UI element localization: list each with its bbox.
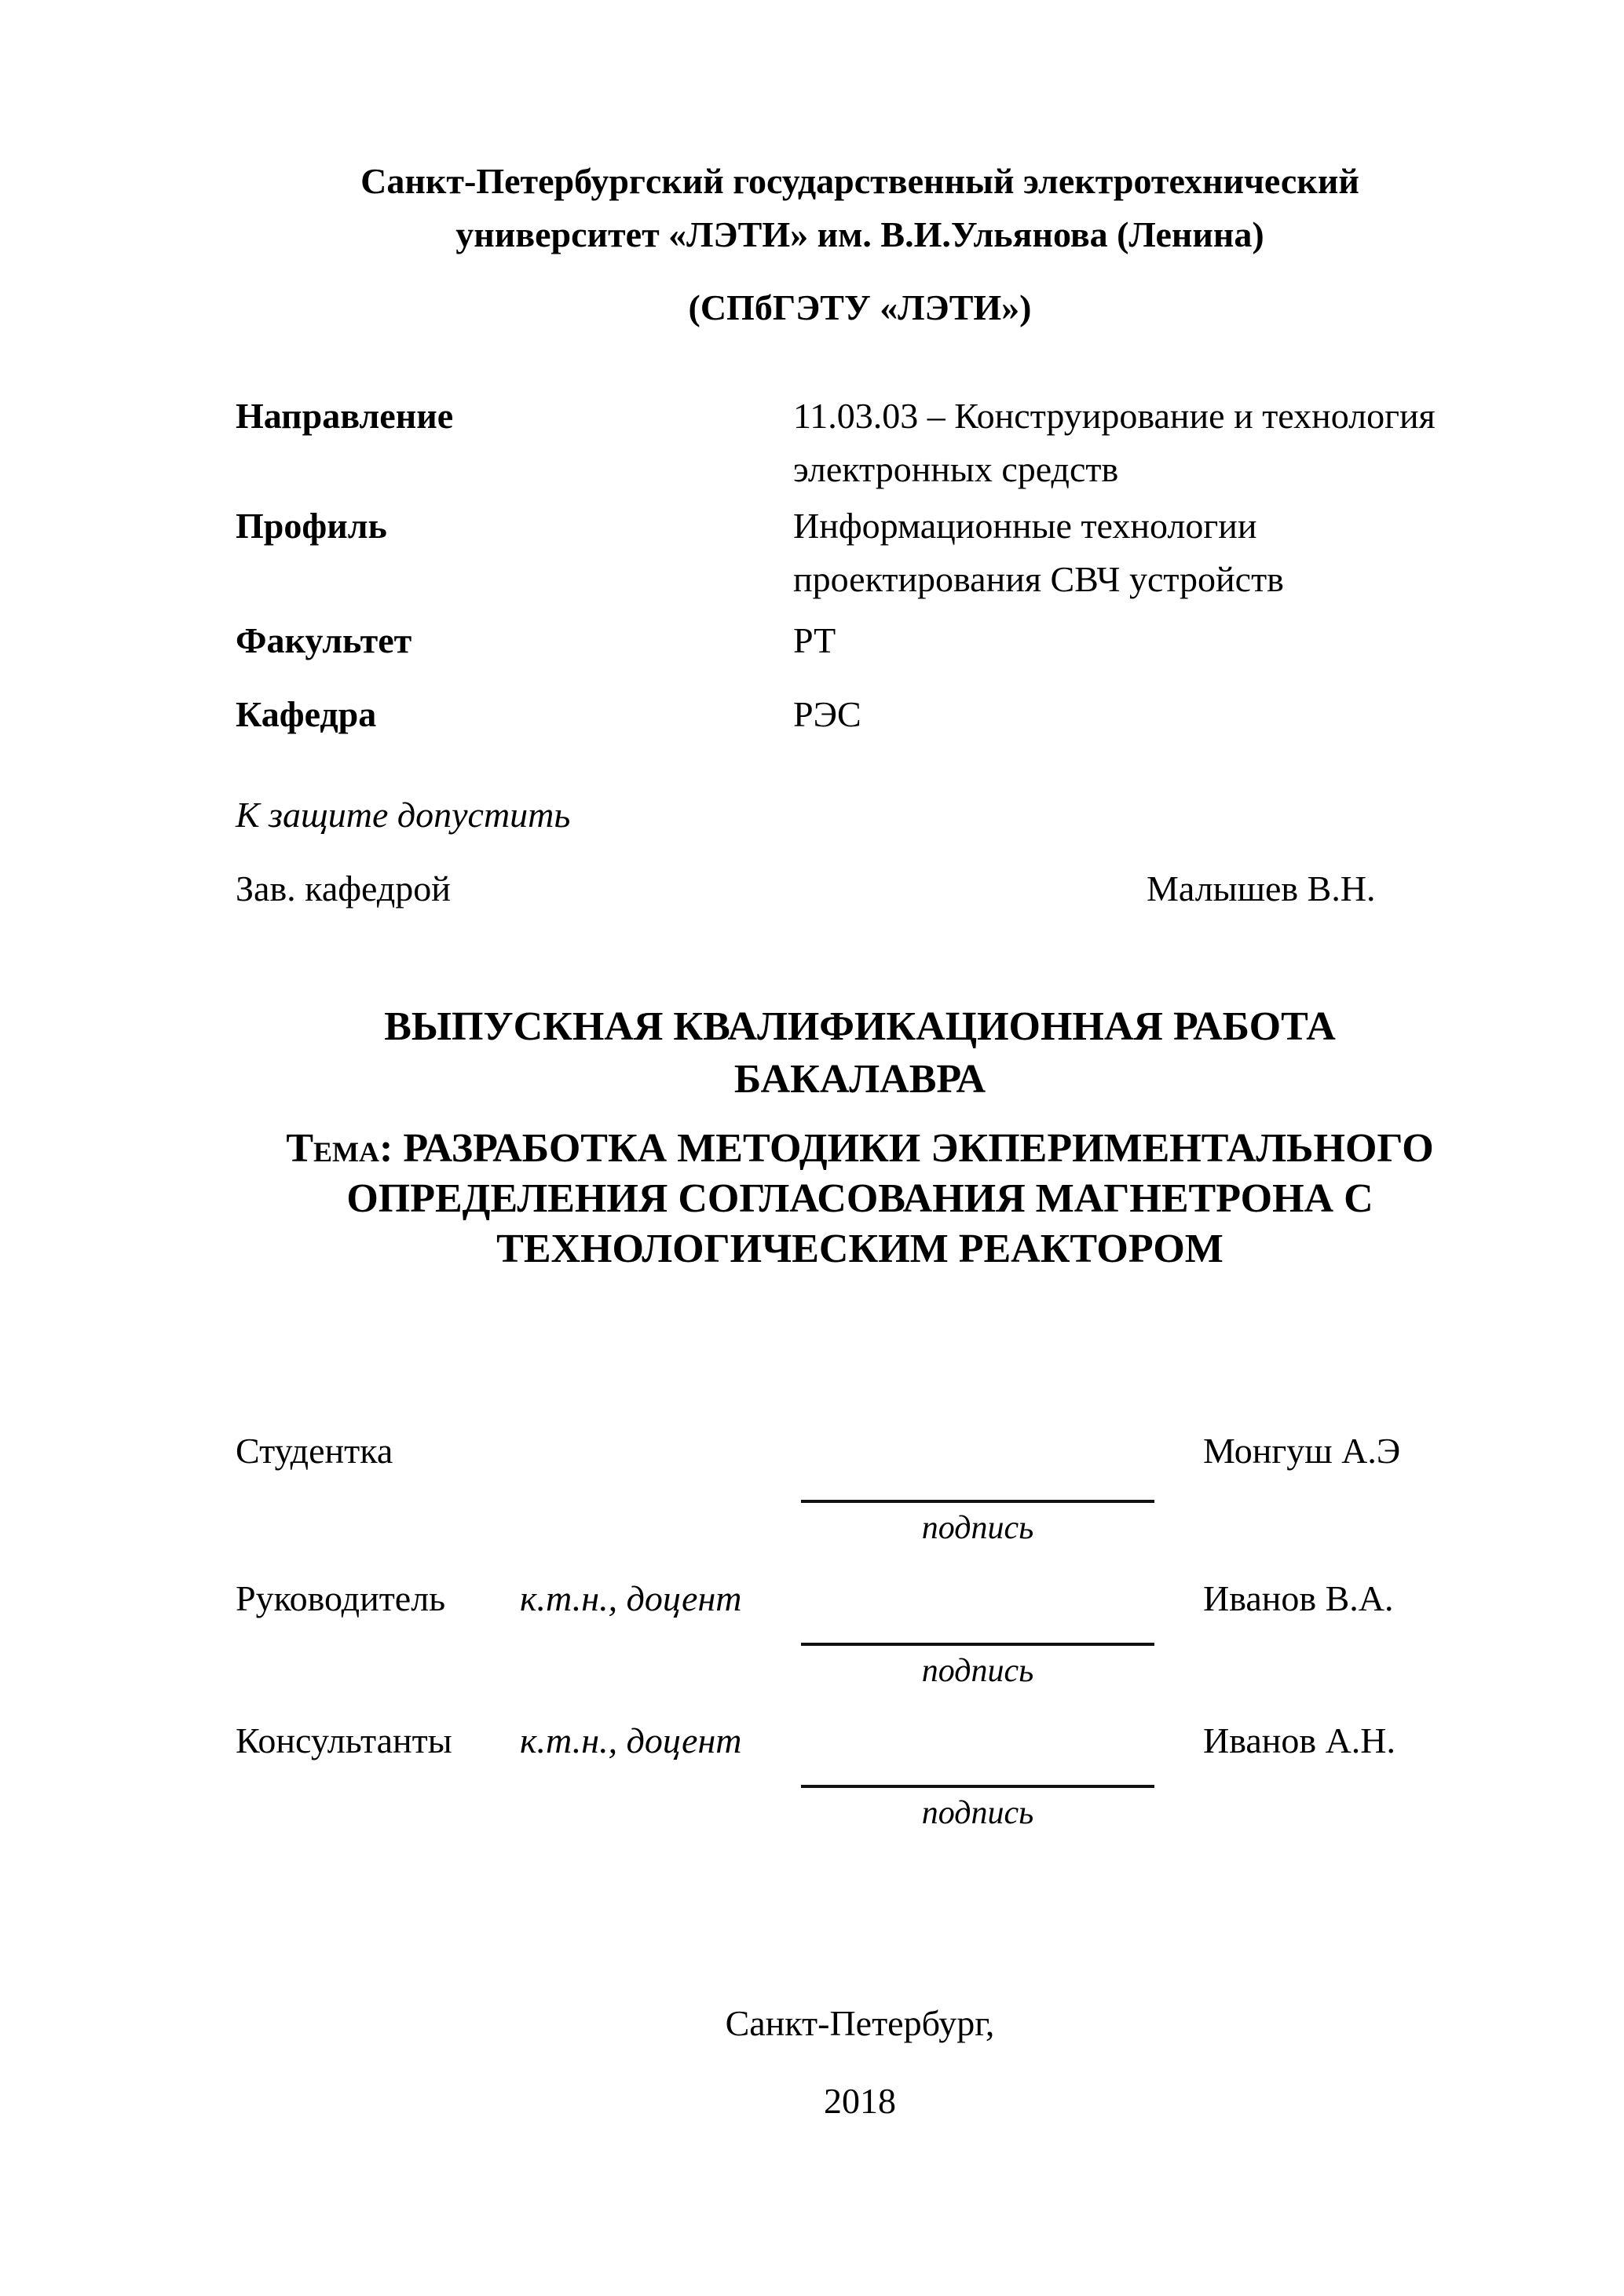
work-type-line2: БАКАЛАВРА (733, 1057, 986, 1102)
consultants-signature-line (801, 1785, 1154, 1788)
university-abbreviation: (СПбГЭТУ «ЛЭТИ») (688, 287, 1032, 327)
admission-note: К защите допустить (236, 795, 571, 835)
theme-line2: ОПРЕДЕЛЕНИЯ СОГЛАСОВАНИЯ МАГНЕТРОНА С (346, 1176, 1373, 1221)
supervisor-name: Иванов В.А. (1203, 1578, 1394, 1618)
student-name: Монгуш А.Э (1203, 1431, 1401, 1471)
work-type-line1: ВЫПУСКНАЯ КВАЛИФИКАЦИОННАЯ РАБОТА (384, 1004, 1336, 1049)
theme-line1-wrap (236, 1122, 1484, 1175)
supervisor-signature-caption: подпись (921, 1653, 1034, 1689)
profile-label: Профиль (236, 506, 387, 546)
university-name-line1: Санкт-Петербургский государственный электротехнический (360, 161, 1359, 201)
profile-value: Информационные технологии проектирования СВЧ устройств (793, 506, 1284, 599)
faculty-value: РТ (793, 620, 836, 660)
theme-line1: РАЗРАБОТКА МЕТОДИКИ ЭКПЕРИМЕНТАЛЬНОГО (403, 1126, 1434, 1171)
consultants-role-label: Консультанты (236, 1720, 452, 1760)
student-role-label: Студентка (236, 1431, 393, 1471)
theme-label: Тема: (286, 1126, 393, 1171)
faculty-label: Факультет (236, 620, 412, 660)
supervisor-degree: к.т.н., доцент (520, 1578, 742, 1618)
consultants-signature-caption: подпись (921, 1795, 1034, 1831)
supervisor-signature-line (801, 1643, 1154, 1646)
consultants-degree: к.т.н., доцент (520, 1720, 742, 1760)
direction-value: 11.03.03 – Конструирование и технология электронных средств (793, 396, 1436, 489)
department-head-name: Малышев В.Н. (1147, 868, 1376, 909)
department-value: РЭС (793, 694, 861, 734)
city-line: Санкт-Петербург, (725, 2003, 995, 2043)
supervisor-role-label: Руководитель (236, 1578, 446, 1618)
department-label: Кафедра (236, 694, 377, 734)
student-signature-caption: подпись (921, 1510, 1034, 1546)
university-name-line2: университет «ЛЭТИ» им. В.И.Ульянова (Ленина) (455, 214, 1264, 254)
student-signature-line (801, 1500, 1154, 1503)
year-line: 2018 (824, 2081, 896, 2121)
theme-line3: ТЕХНОЛОГИЧЕСКИМ РЕАКТОРОМ (496, 1227, 1223, 1271)
direction-label: Направление (236, 396, 454, 436)
department-head-label: Зав. кафедрой (236, 868, 451, 909)
consultants-name: Иванов А.Н. (1203, 1720, 1396, 1760)
